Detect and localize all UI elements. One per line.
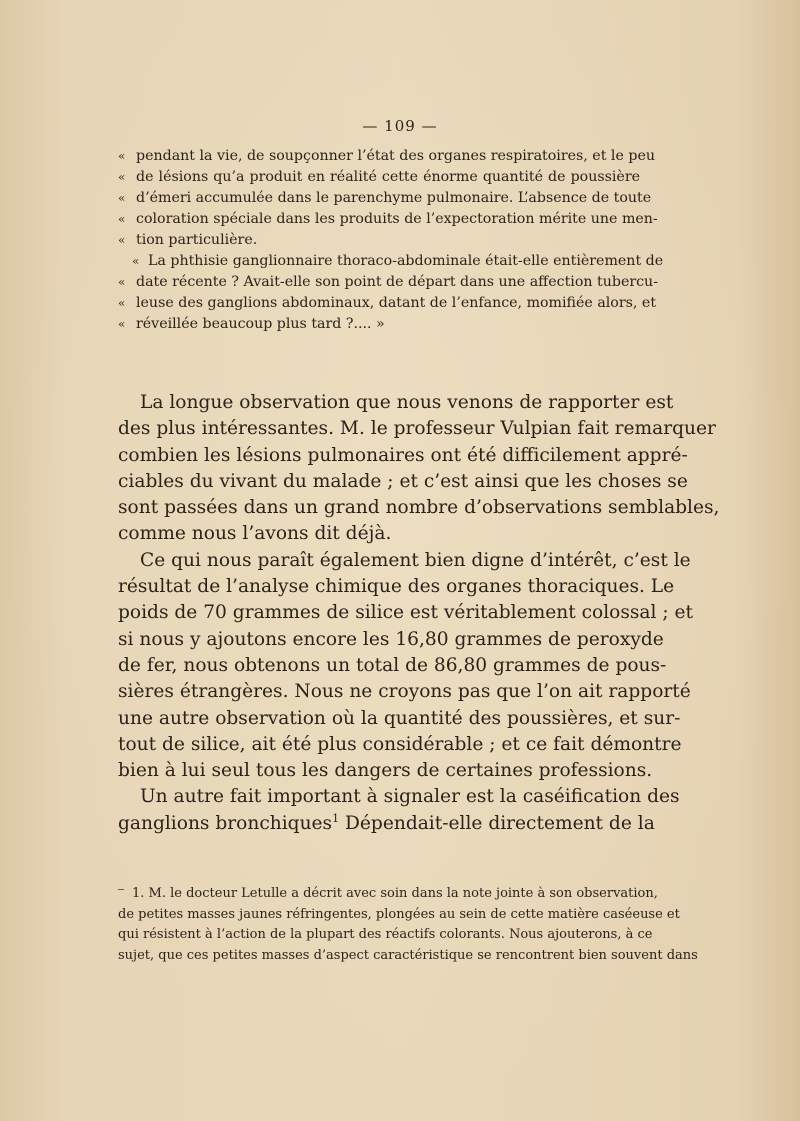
quote-line <box>118 230 640 251</box>
body-line: des plus intéressantes. M. le professeur Vulpian fait remarquer <box>118 418 716 440</box>
footnote-line: sujet, que ces petites masses d’aspect caractéristique se rencontrent bien souvent dans <box>118 947 698 963</box>
body-line: sont passées dans un grand nombre d’observations semblables, <box>118 497 720 519</box>
quote-line-text: leuse des ganglions abdominaux, datant de l’enfance, momifiée alors, et <box>136 295 657 311</box>
footnote-reference: 1 <box>332 811 340 825</box>
guillemet-mark: « <box>132 254 140 268</box>
body-line: une autre observation où la quantité des poussières, et sur- <box>118 707 681 729</box>
guillemet-mark: « <box>118 191 126 205</box>
footnote-line: de petites masses jaunes réfringentes, plongées au sein de cette matière caséeuse et <box>118 906 680 922</box>
quote-line-text: tion particulière. <box>136 232 258 248</box>
guillemet-mark: « <box>118 212 126 226</box>
body-line: sières étrangères. Nous ne croyons pas que l’on ait rapporté <box>118 681 691 703</box>
body-line: bien à lui seul tous les dangers de certaines professions. <box>118 760 653 782</box>
guillemet-mark: « <box>118 296 126 310</box>
footnote-line: qui résistent à l’action de la plupart des réactifs colorants. Nous ajouterons, à ce <box>118 927 653 942</box>
body-line: combien les lésions pulmonaires ont été difficilement appré- <box>118 444 688 466</box>
quote-line-text: pendant la vie, de soupçonner l’état des organes respiratoires, et le peu <box>136 148 655 164</box>
body-line-end: Dépendait-elle directement de la <box>339 812 655 834</box>
quote-line <box>118 188 652 209</box>
body-line: comme nous l’avons dit déjà. <box>118 523 392 545</box>
quote-line <box>118 293 657 314</box>
page-number: — 109 — <box>362 117 438 135</box>
body-line: résultat de l’analyse chimique des organes thoraciques. Le <box>118 576 675 598</box>
quote-line <box>118 251 664 272</box>
body-line: Un autre fait important à signaler est la caséification des <box>140 786 680 808</box>
guillemet-mark: « <box>118 149 126 163</box>
quote-line-text: coloration spéciale dans les produits de l’expectoration mérite une men- <box>136 211 658 227</box>
body-line: Ce qui nous paraît également bien digne d’intérêt, c’est le <box>140 549 691 571</box>
quote-line-text: de lésions qu’a produit en réalité cette énorme quantité de poussière <box>136 169 640 185</box>
quote-line-text: d’émeri accumulée dans le parenchyme pulmonaire. L’absence de toute <box>136 190 652 206</box>
guillemet-mark: « <box>118 275 126 289</box>
guillemet-mark: « <box>118 317 126 331</box>
footnote <box>118 884 698 966</box>
body-line-start: ganglions bronchiques <box>118 812 333 834</box>
guillemet-mark: « <box>118 170 126 184</box>
body-line: de fer, nous obtenons un total de 86,80 grammes de pous- <box>118 654 667 676</box>
body-line: si nous y ajoutons encore les 16,80 grammes de peroxyde <box>118 628 664 650</box>
quoted-passage <box>118 146 664 335</box>
quote-line-text: La phthisie ganglionnaire thoraco-abdominale était-elle entièrement de <box>148 253 664 269</box>
body-line: ciables du vivant du malade ; et c’est ainsi que les choses se <box>118 470 688 492</box>
body-line: tout de silice, ait été plus considérable ; et ce fait démontre <box>118 733 682 755</box>
body-line: poids de 70 grammes de silice est véritablement colossal ; et <box>118 602 694 624</box>
footnote-line: 1. M. le docteur Letulle a décrit avec soin dans la note jointe à son observation, <box>132 886 658 901</box>
guillemet-mark: « <box>118 233 126 247</box>
body-line <box>118 811 655 837</box>
quote-line-text: date récente ? Avait-elle son point de départ dans une affection tubercu- <box>136 274 658 290</box>
quote-line <box>118 314 640 335</box>
quote-line-text: réveillée beaucoup plus tard ?.... » <box>136 316 385 332</box>
main-text <box>118 390 720 837</box>
quote-line <box>118 146 655 167</box>
quote-line <box>118 167 640 188</box>
quote-line <box>118 272 658 293</box>
body-line: La longue observation que nous venons de rapporter est <box>140 392 674 413</box>
quote-line <box>118 209 658 230</box>
